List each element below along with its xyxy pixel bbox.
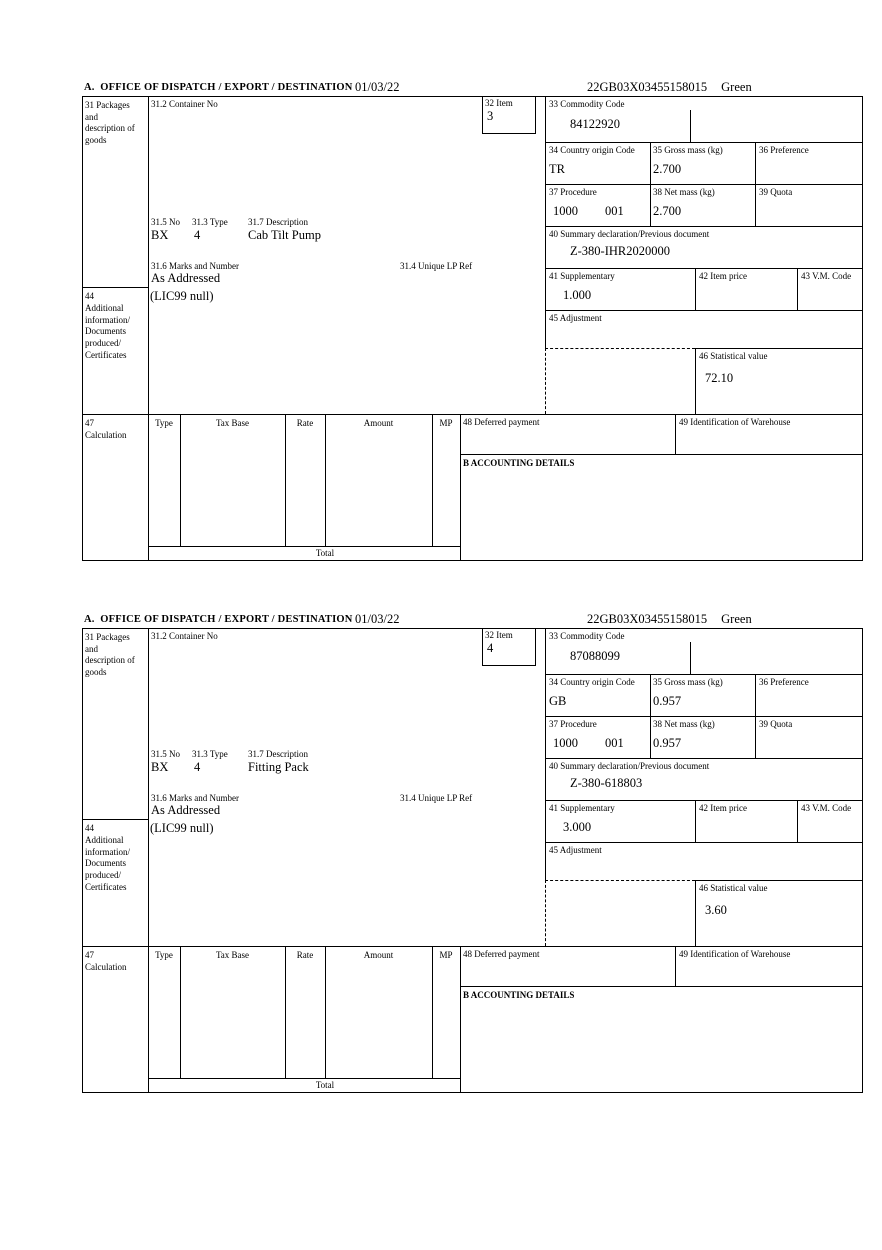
adjustment-label: 45 Adjustment	[549, 845, 602, 855]
divider-line	[82, 628, 863, 629]
divider-line	[148, 628, 149, 1093]
package-type-label: 31.3 Type	[192, 217, 228, 227]
additional-information-label: Additional information/ Documents produced/ Certificates	[85, 835, 130, 892]
divider-line	[180, 946, 181, 1078]
calculation-label: Calculation	[85, 962, 127, 972]
divider-line	[545, 716, 863, 717]
divider-line	[545, 674, 863, 675]
divider-line	[82, 96, 863, 97]
divider-line	[545, 226, 863, 227]
statistical-value-value: 72.10	[705, 371, 734, 385]
goods-description-value: Fitting Pack	[248, 760, 309, 774]
divider-line	[482, 628, 483, 666]
calc-col-amount-label: Amount	[363, 418, 394, 428]
calculation-label: Calculation	[85, 430, 127, 440]
divider-line	[460, 414, 461, 561]
supplementary-units-value: 1.000	[563, 288, 592, 302]
marks-and-number-label: 31.6 Marks and Number	[151, 261, 239, 271]
item-number-value: 4	[487, 641, 494, 655]
preference-label: 36 Preference	[759, 145, 809, 155]
packages-description-label: 31 Packages and description of goods	[85, 100, 135, 146]
preference-label: 36 Preference	[759, 677, 809, 687]
package-count-value: BX	[151, 760, 169, 774]
divider-line	[755, 674, 756, 759]
divider-line	[695, 348, 863, 349]
divider-line	[545, 758, 863, 759]
declaration-reference	[587, 80, 752, 95]
divider-line	[460, 986, 863, 987]
quota-label: 39 Quota	[759, 719, 793, 729]
marks-and-number-value: As Addressed	[151, 803, 221, 817]
item-number-label: 32 Item	[485, 630, 513, 640]
divider-line	[82, 1092, 863, 1093]
container-no-label: 31.2 Container No	[151, 631, 218, 641]
divider-line	[535, 628, 536, 666]
divider-line	[695, 880, 696, 946]
package-type-label: 31.3 Type	[192, 749, 228, 759]
divider-line	[325, 414, 326, 546]
divider-line	[180, 414, 181, 546]
accounting-details-header: B ACCOUNTING DETAILS	[463, 458, 575, 468]
movement-reference-value: 22GB03X03455158015	[587, 80, 708, 94]
packages-description-label: 31 Packages and description of goods	[85, 632, 135, 678]
box47-number-label: 47	[85, 418, 94, 428]
gross-mass-label: 35 Gross mass (kg)	[653, 677, 723, 687]
divider-line	[482, 96, 483, 134]
divider-line	[148, 96, 149, 561]
additional-information-value: (LIC99 null)	[150, 289, 214, 303]
divider-line	[82, 96, 83, 561]
divider-line	[82, 628, 83, 1093]
package-count-label: 31.5 No	[151, 749, 180, 759]
calc-col-amount-label: Amount	[363, 950, 394, 960]
procedure-additional-value: 001	[605, 736, 624, 750]
country-origin-label: 34 Country origin Code	[549, 145, 635, 155]
additional-information-value: (LIC99 null)	[150, 821, 214, 835]
procedure-value: 1000	[553, 204, 578, 218]
divider-line	[82, 819, 148, 820]
divider-line	[432, 414, 433, 546]
procedure-additional-value: 001	[605, 204, 624, 218]
supplementary-units-label: 41 Supplementary	[549, 803, 615, 813]
commodity-code-value: 87088099	[570, 649, 620, 663]
calc-col-type-label: Type	[155, 950, 173, 960]
unique-lp-ref-label: 31.4 Unique LP Ref	[400, 261, 473, 271]
net-mass-label: 38 Net mass (kg)	[653, 719, 715, 729]
statistical-value-label: 46 Statistical value	[699, 883, 768, 893]
divider-line	[695, 268, 696, 311]
dashed-divider-line	[545, 880, 546, 946]
divider-line	[325, 946, 326, 1078]
summary-declaration-value: Z-380-618803	[570, 776, 643, 790]
divider-line	[695, 880, 863, 881]
vm-code-label: 43 V.M. Code	[801, 271, 852, 281]
calc-col-mp-label: MP	[439, 950, 453, 960]
item-number-label: 32 Item	[485, 98, 513, 108]
package-type-value: 4	[194, 760, 201, 774]
dashed-divider-line	[545, 880, 695, 881]
net-mass-label: 38 Net mass (kg)	[653, 187, 715, 197]
divider-line	[545, 628, 546, 881]
divider-line	[545, 268, 863, 269]
calc-col-mp-label: MP	[439, 418, 453, 428]
commodity-code-value: 84122920	[570, 117, 620, 131]
calc-col-rate-label: Rate	[296, 950, 314, 960]
divider-line	[148, 546, 461, 547]
summary-declaration-value: Z-380-IHR2020000	[570, 244, 670, 258]
divider-line	[862, 628, 863, 1093]
divider-line	[650, 142, 651, 227]
divider-line	[535, 96, 536, 134]
divider-line	[695, 800, 696, 843]
item-price-label: 42 Item price	[699, 271, 747, 281]
declaration-reference	[587, 612, 752, 627]
divider-line	[432, 946, 433, 1078]
box44-number-label: 44	[85, 823, 94, 833]
divider-line	[285, 414, 286, 546]
divider-line	[482, 133, 536, 134]
summary-declaration-label: 40 Summary declaration/Previous document	[549, 229, 710, 239]
divider-line	[545, 310, 863, 311]
divider-line	[82, 946, 863, 947]
goods-description-label: 31.7 Description	[248, 749, 308, 759]
divider-line	[695, 348, 696, 414]
divider-line	[545, 800, 863, 801]
accounting-details-header: B ACCOUNTING DETAILS	[463, 990, 575, 1000]
deferred-payment-label: 48 Deferred payment	[463, 949, 540, 959]
route-status-value: Green	[721, 612, 752, 626]
total-label: Total	[315, 548, 335, 558]
divider-line	[82, 287, 148, 288]
procedure-label: 37 Procedure	[549, 719, 597, 729]
statistical-value-label: 46 Statistical value	[699, 351, 768, 361]
divider-line	[675, 414, 676, 454]
sad-item-copy-1	[82, 80, 863, 562]
divider-line	[797, 268, 798, 311]
date-value: 01/03/22	[355, 80, 400, 94]
deferred-payment-label: 48 Deferred payment	[463, 417, 540, 427]
package-count-label: 31.5 No	[151, 217, 180, 227]
summary-declaration-label: 40 Summary declaration/Previous document	[549, 761, 710, 771]
vm-code-label: 43 V.M. Code	[801, 803, 852, 813]
calc-col-type-label: Type	[155, 418, 173, 428]
supplementary-units-label: 41 Supplementary	[549, 271, 615, 281]
country-origin-value: GB	[549, 694, 567, 708]
divider-line	[460, 946, 461, 1093]
package-count-value: BX	[151, 228, 169, 242]
divider-line	[797, 800, 798, 843]
goods-description-label: 31.7 Description	[248, 217, 308, 227]
calc-col-rate-label: Rate	[296, 418, 314, 428]
divider-line	[545, 142, 863, 143]
statistical-value-value: 3.60	[705, 903, 727, 917]
commodity-code-split-line	[690, 642, 691, 674]
warehouse-identification-label: 49 Identification of Warehouse	[679, 949, 791, 959]
box47-number-label: 47	[85, 950, 94, 960]
box44-number-label: 44	[85, 291, 94, 301]
route-status-value: Green	[721, 80, 752, 94]
procedure-value: 1000	[553, 736, 578, 750]
dashed-divider-line	[545, 348, 695, 349]
marks-and-number-label: 31.6 Marks and Number	[151, 793, 239, 803]
calc-col-tax-base-label: Tax Base	[215, 418, 250, 428]
country-origin-label: 34 Country origin Code	[549, 677, 635, 687]
date-value: 01/03/22	[355, 612, 400, 626]
marks-and-number-value: As Addressed	[151, 271, 221, 285]
supplementary-units-value: 3.000	[563, 820, 592, 834]
divider-line	[545, 842, 863, 843]
dashed-divider-line	[545, 348, 546, 414]
divider-line	[285, 946, 286, 1078]
goods-description-value: Cab Tilt Pump	[248, 228, 321, 242]
divider-line	[650, 674, 651, 759]
movement-reference-value: 22GB03X03455158015	[587, 612, 708, 626]
container-no-label: 31.2 Container No	[151, 99, 218, 109]
net-mass-value: 2.700	[653, 204, 682, 218]
divider-line	[482, 665, 536, 666]
divider-line	[148, 1078, 461, 1079]
divider-line	[675, 946, 676, 986]
office-of-dispatch-header: A. OFFICE OF DISPATCH / EXPORT / DESTINATION	[84, 82, 353, 93]
item-number-value: 3	[487, 109, 494, 123]
gross-mass-value: 0.957	[653, 694, 682, 708]
unique-lp-ref-label: 31.4 Unique LP Ref	[400, 793, 473, 803]
office-of-dispatch-header: A. OFFICE OF DISPATCH / EXPORT / DESTINATION	[84, 614, 353, 625]
procedure-label: 37 Procedure	[549, 187, 597, 197]
country-origin-value: TR	[549, 162, 565, 176]
adjustment-label: 45 Adjustment	[549, 313, 602, 323]
item-price-label: 42 Item price	[699, 803, 747, 813]
commodity-code-label: 33 Commodity Code	[549, 631, 625, 641]
divider-line	[82, 560, 863, 561]
gross-mass-value: 2.700	[653, 162, 682, 176]
gross-mass-label: 35 Gross mass (kg)	[653, 145, 723, 155]
package-type-value: 4	[194, 228, 201, 242]
net-mass-value: 0.957	[653, 736, 682, 750]
divider-line	[755, 142, 756, 227]
sad-item-copy-2	[82, 612, 863, 1094]
divider-line	[82, 414, 863, 415]
divider-line	[460, 454, 863, 455]
additional-information-label: Additional information/ Documents produced/ Certificates	[85, 303, 130, 360]
commodity-code-split-line	[690, 110, 691, 142]
quota-label: 39 Quota	[759, 187, 793, 197]
divider-line	[545, 184, 863, 185]
total-label: Total	[315, 1080, 335, 1090]
divider-line	[545, 96, 546, 349]
divider-line	[862, 96, 863, 561]
commodity-code-label: 33 Commodity Code	[549, 99, 625, 109]
warehouse-identification-label: 49 Identification of Warehouse	[679, 417, 791, 427]
calc-col-tax-base-label: Tax Base	[215, 950, 250, 960]
